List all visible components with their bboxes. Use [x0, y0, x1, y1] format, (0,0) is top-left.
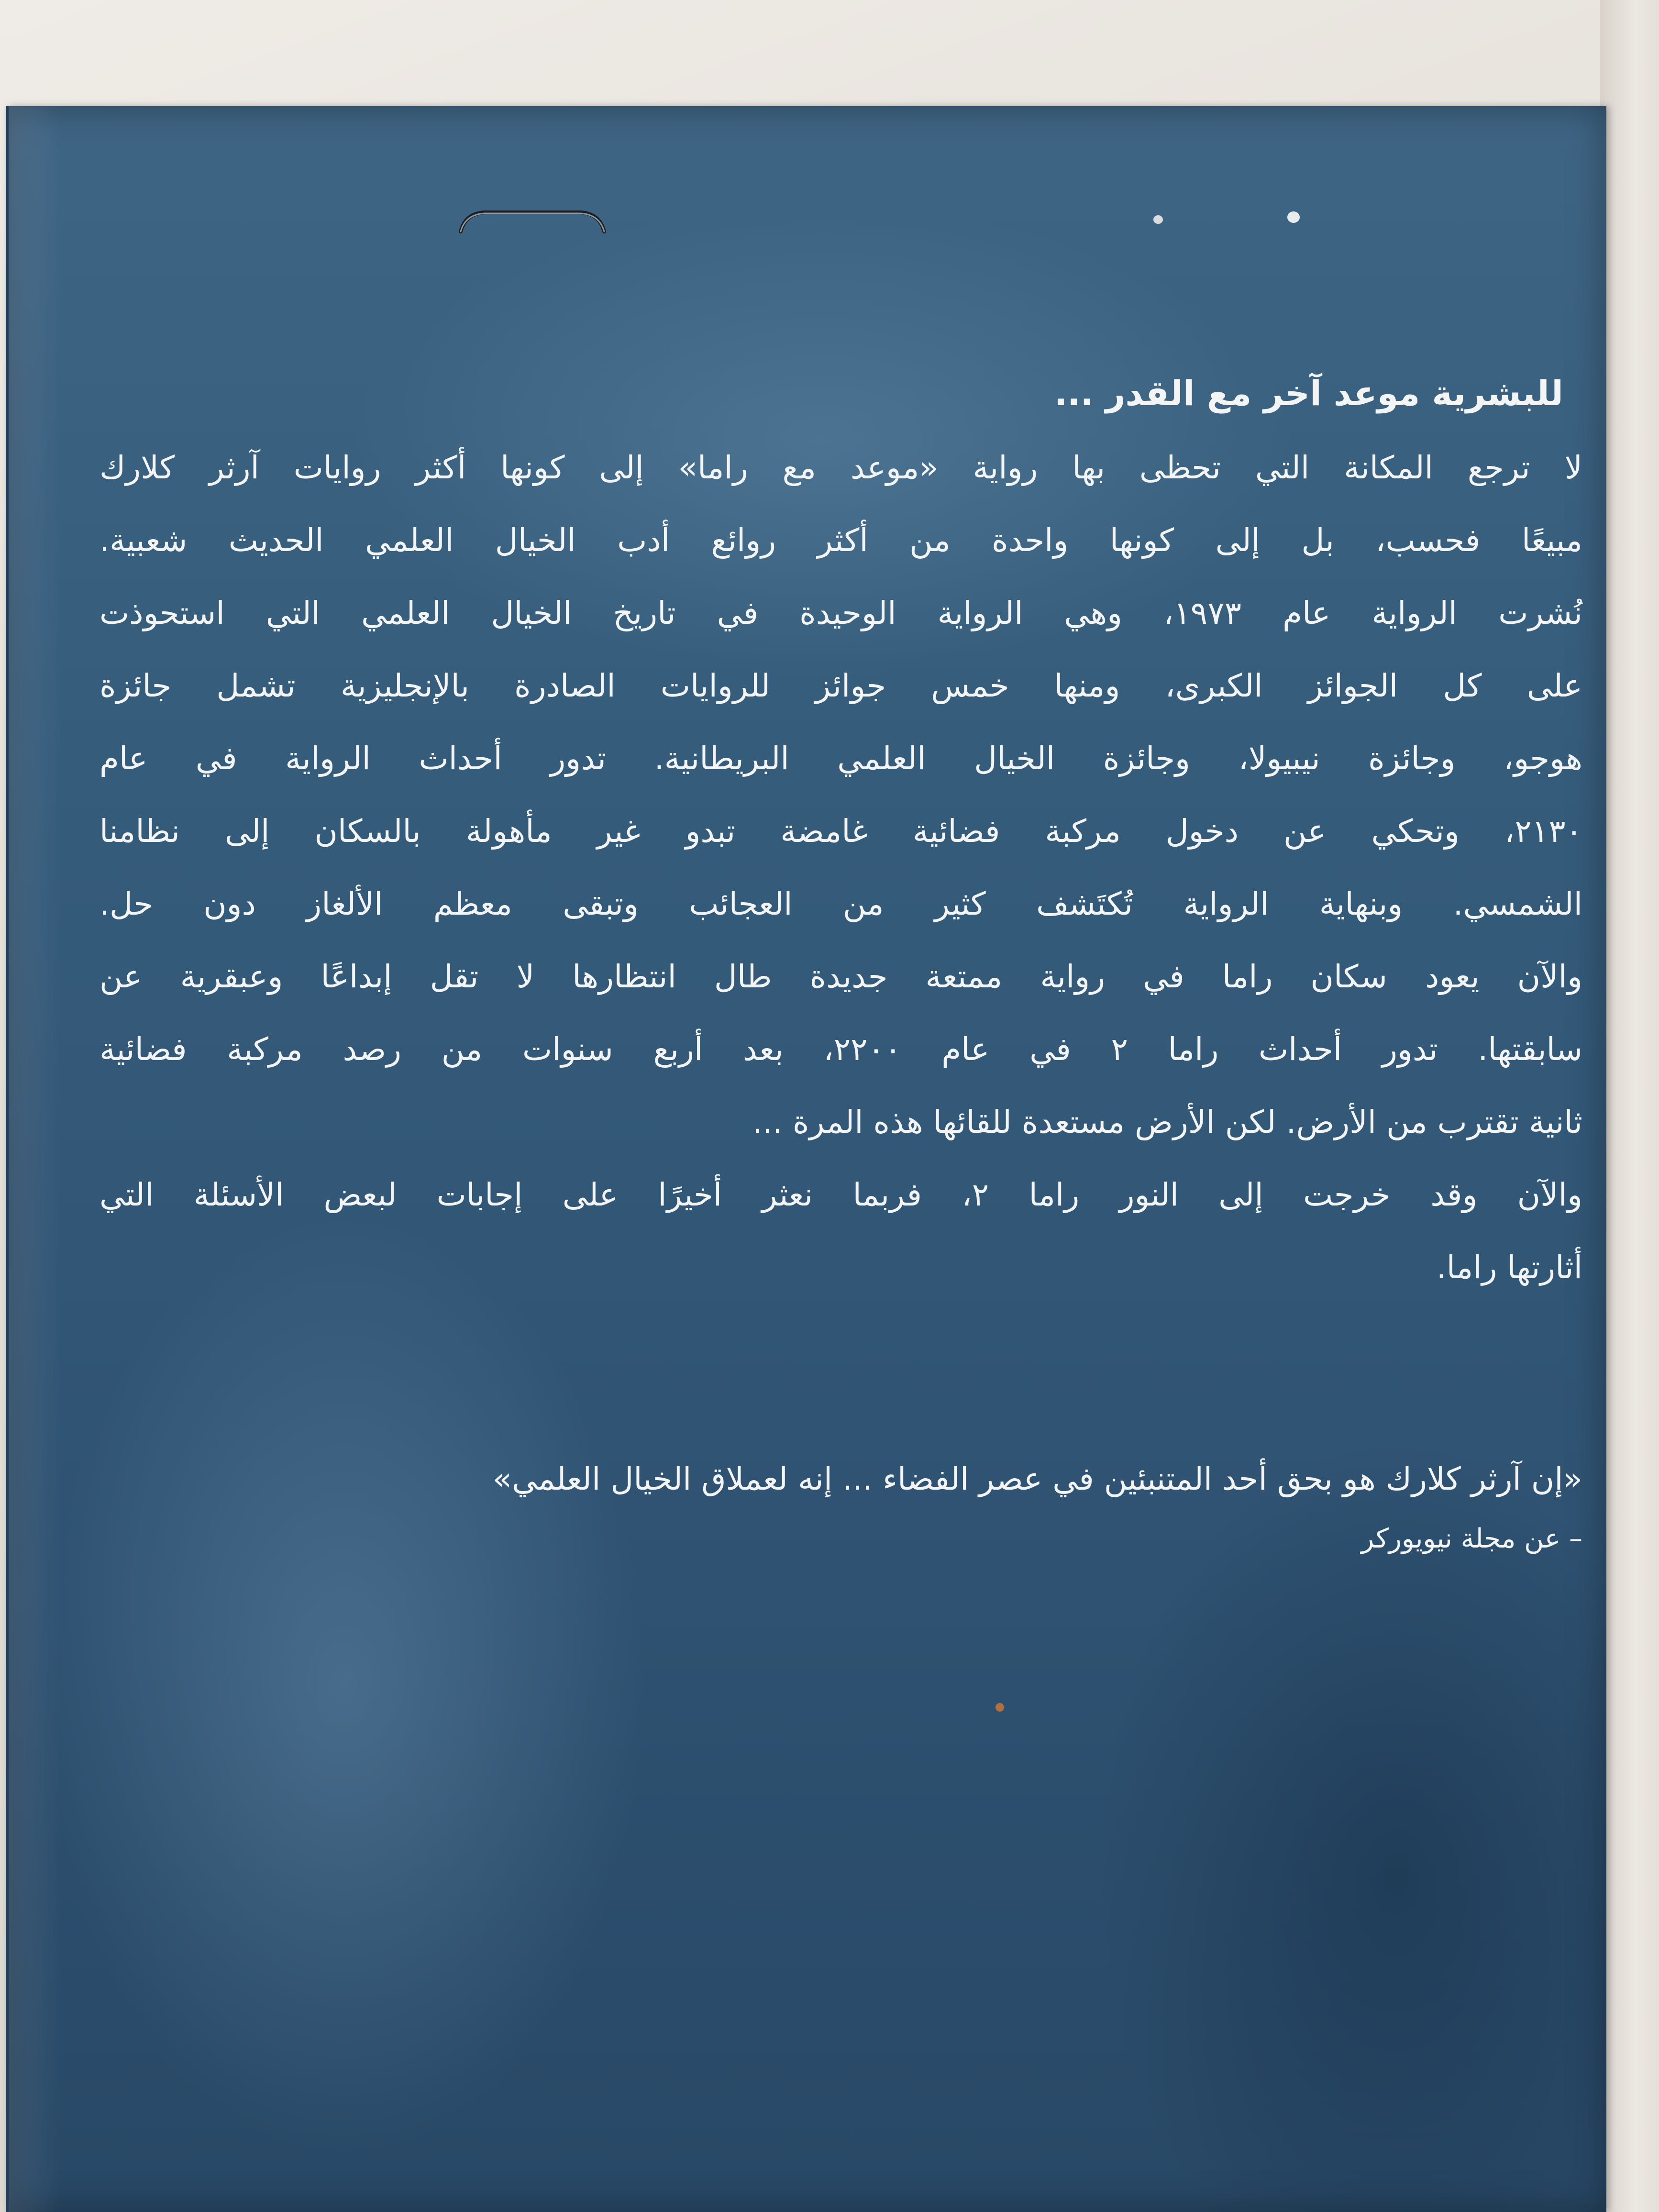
- blurb-heading: للبشرية موعد آخر مع القدر ...: [1054, 373, 1563, 413]
- blurb-line: والآن يعود سكان راما في رواية ممتعة جديدة طال انتظارها لا تقل إبداعًا وعبقرية عن: [100, 958, 1582, 995]
- scuff-mark: [995, 1703, 1004, 1712]
- blurb-line: ٢١٣٠، وتحكي عن دخول مركبة فضائية غامضة تبدو غير مأهولة بالسكان إلى نظامنا: [100, 813, 1582, 850]
- scuff-mark: [1153, 215, 1163, 224]
- blurb-line: لا ترجع المكانة التي تحظى بها رواية «موعد مع راما» إلى كونها أكثر روايات آرثر كلارك: [100, 449, 1582, 486]
- blurb-line: والآن وقد خرجت إلى النور راما ٢، فربما نعثر أخيرًا على إجابات لبعض الأسئلة التي: [100, 1176, 1582, 1213]
- quote-text: «إن آرثر كلارك هو بحق أحد المتنبئين في عصر الفضاء ... إنه لعملاق الخيال العلمي»: [492, 1460, 1582, 1497]
- quote-source: – عن مجلة نيويوركر: [1361, 1523, 1582, 1554]
- table-surface: [1600, 0, 1659, 2212]
- review-quote: [100, 1446, 1582, 1565]
- blurb-line: نُشرت الرواية عام ١٩٧٣، وهي الرواية الوحيدة في تاريخ الخيال العلمي التي استحوذت: [100, 595, 1582, 631]
- book-back-cover: [6, 106, 1606, 2212]
- blurb-line: أثارتها راما.: [1436, 1249, 1582, 1286]
- blurb-text: [100, 365, 1582, 1304]
- staple-icon: [456, 208, 609, 236]
- blurb-line: هوجو، وجائزة نيبيولا، وجائزة الخيال العلمي البريطانية. تدور أحداث الرواية في عام: [100, 740, 1582, 777]
- blurb-line: الشمسي. وبنهاية الرواية تُكتَشف كثير من العجائب وتبقى معظم الألغاز دون حل.: [100, 885, 1582, 922]
- blurb-line: ثانية تقترب من الأرض. لكن الأرض مستعدة للقائها هذه المرة ...: [752, 1104, 1582, 1140]
- blurb-line: سابقتها. تدور أحداث راما ٢ في عام ٢٢٠٠، بعد أربع سنوات من رصد مركبة فضائية: [100, 1031, 1582, 1068]
- blurb-line: مبيعًا فحسب، بل إلى كونها واحدة من أكثر روائع أدب الخيال العلمي الحديث شعبية.: [100, 522, 1582, 559]
- spine-highlight: [9, 106, 61, 2212]
- scuff-mark: [1287, 211, 1300, 223]
- blurb-line: على كل الجوائز الكبرى، ومنها خمس جوائز للروايات الصادرة بالإنجليزية تشمل جائزة: [100, 667, 1582, 704]
